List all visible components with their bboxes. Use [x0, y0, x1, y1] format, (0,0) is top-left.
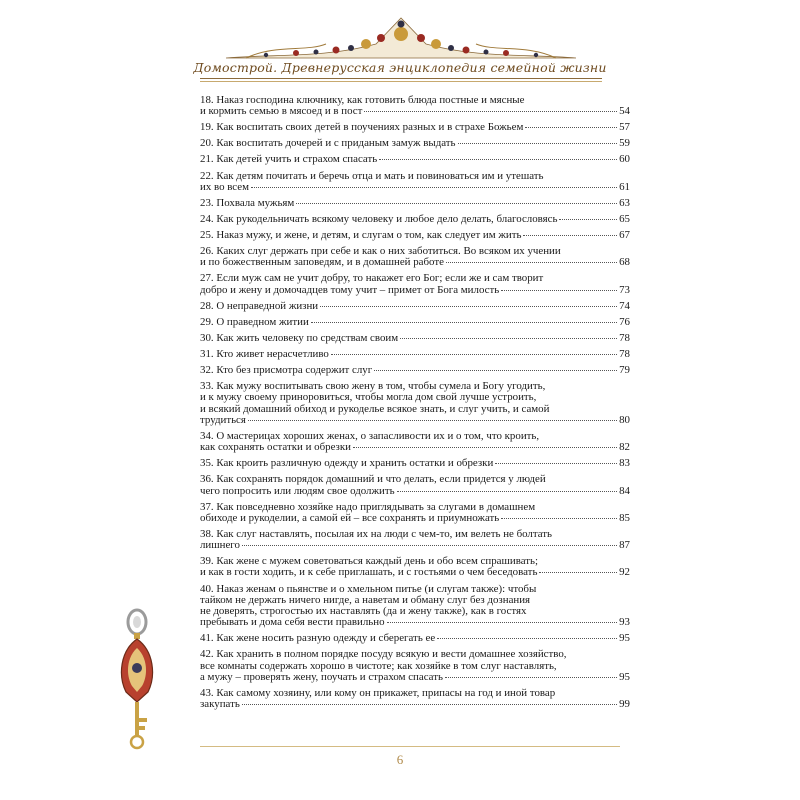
- toc-entry-text-line: 20. Как воспитать дочерей и с приданым замуж выдать: [200, 137, 456, 150]
- toc-entry: [200, 365, 630, 376]
- toc-entry-text-line: 27. Если муж сам не учит добру, то накажет его Бог; если же и сам творит: [200, 272, 544, 285]
- toc-entry-text-line: а мужу – проверять жену, поучать и страхом спасать: [200, 670, 443, 683]
- toc-page-number: 83: [619, 457, 630, 470]
- toc-entry-text-line: 19. Как воспитать своих детей в поучениях разных и в страхе Божьем: [200, 121, 524, 134]
- toc-entry-text-line: лишнего: [200, 539, 240, 552]
- header-divider-secondary: [200, 81, 602, 82]
- toc-entry-text-line: как сохранять остатки и обрезки: [200, 441, 351, 454]
- toc-entry-last-line: [200, 214, 630, 225]
- toc-entry-last-line: [200, 106, 630, 117]
- toc-entry-last-line: [200, 458, 630, 469]
- toc-entry: [200, 633, 630, 644]
- dot-leader: [539, 572, 617, 573]
- dot-leader: [458, 143, 618, 144]
- header-divider: [200, 78, 602, 79]
- dot-leader: [251, 187, 617, 188]
- toc-entry-text-line: и по божественным заповедям, и в домашней работе: [200, 256, 444, 269]
- toc-entry-last-line: [200, 415, 630, 426]
- toc-entry-last-line: [200, 182, 630, 193]
- toc-entry-last-line: [200, 672, 630, 683]
- dot-leader: [387, 622, 618, 623]
- toc-entry-text-line: 31. Кто живет нерасчетливо: [200, 348, 329, 361]
- toc-entry-text-line: все комнаты содержать хорошо в чистоте; как хозяйке в том слуг наставлять,: [200, 659, 557, 672]
- toc-entry: [200, 214, 630, 225]
- dot-leader: [353, 447, 617, 448]
- dot-leader: [248, 420, 617, 421]
- toc-entry-text-line: и как в гости ходить, и к себе приглашать, и с гостьями о чем беседовать: [200, 566, 538, 579]
- toc-entry: [200, 301, 630, 312]
- toc-entry: [200, 246, 630, 268]
- dot-leader: [523, 235, 617, 236]
- dot-leader: [525, 127, 617, 128]
- toc-page-number: 95: [619, 670, 630, 683]
- toc-page-number: 54: [619, 105, 630, 118]
- toc-entry: [200, 171, 630, 193]
- toc-entry-text-line: обиходе и рукоделии, а самой ей – все сохранять и приумножать: [200, 511, 500, 524]
- toc-entry: [200, 556, 630, 578]
- toc-entry-last-line: [200, 699, 630, 710]
- toc-entry: [200, 333, 630, 344]
- toc-entry-text-line: добро и жену и домочадцев тому учит – примет от Бога милость: [200, 283, 500, 296]
- toc-page-number: 67: [619, 229, 630, 242]
- toc-entry-last-line: [200, 540, 630, 551]
- toc-entry-text-line: 43. Как самому хозяину, или кому он прикажет, припасы на год и иной товар: [200, 686, 556, 699]
- toc-page-number: 92: [619, 566, 630, 579]
- dot-leader: [379, 159, 617, 160]
- toc-entry: [200, 474, 630, 496]
- toc-page-number: 93: [619, 616, 630, 629]
- toc-entry-text-line: 25. Наказ мужу, и жене, и детям, и слугам о том, как следует им жить: [200, 229, 522, 242]
- toc-entry-last-line: [200, 633, 630, 644]
- toc-entry-last-line: [200, 301, 630, 312]
- toc-page-number: 73: [619, 283, 630, 296]
- toc-entry-text-line: 33. Как мужу воспитывать свою жену в том, чтобы сумела и Богу угодить,: [200, 380, 546, 393]
- toc-entry-text-line: чего попросить или людям свое одолжить: [200, 484, 395, 497]
- toc-entry-text-line: 30. Как жить человеку по средствам своим: [200, 331, 399, 344]
- toc-entry: [200, 584, 630, 629]
- dot-leader: [400, 338, 617, 339]
- toc-entry-text-line: 24. Как рукодельничать всякому человеку и любое дело делать, благословясь: [200, 212, 558, 225]
- toc-entry: [200, 381, 630, 426]
- toc-entry-last-line: [200, 230, 630, 241]
- toc-entry-text-line: 38. Как слуг наставлять, посылая их на люди с чем-то, им велеть не болтать: [200, 527, 553, 540]
- dot-leader: [320, 306, 617, 307]
- toc-entry: [200, 649, 630, 683]
- toc-entry-text-line: тайком не держать ничего нигде, а наветам и обману слуг без дознания: [200, 593, 531, 606]
- toc-entry-text-line: 22. Как детям почитать и беречь отца и мать и повиноваться им и утешать: [200, 169, 544, 182]
- dot-leader: [501, 290, 617, 291]
- toc-entry-last-line: [200, 513, 630, 524]
- toc-entry: [200, 230, 630, 241]
- toc-entry: [200, 688, 630, 710]
- toc-entry-last-line: [200, 122, 630, 133]
- toc-entry-text-line: 42. Как хранить в полном порядке посуду всякую и вести домашнее хозяйство,: [200, 648, 567, 661]
- toc-entry-text-line: 40. Наказ женам о пьянстве и о хмельном питье (и слугам также): чтобы: [200, 582, 537, 595]
- toc-entry-text-line: 37. Как повседневно хозяйке надо приглядывать за слугами в домашнем: [200, 500, 536, 513]
- toc-entry-last-line: [200, 567, 630, 578]
- toc-entry-last-line: [200, 198, 630, 209]
- toc-entry-text-line: 18. Наказ господина ключнику, как готовить блюда постные и мясные: [200, 94, 525, 106]
- toc-entry: [200, 317, 630, 328]
- toc-page-number: 99: [619, 698, 630, 710]
- toc-page-number: 59: [619, 137, 630, 150]
- toc-entry-text-line: 34. О мастерицах хороших женах, о запасливости их и о том, что кроить,: [200, 429, 540, 442]
- toc-entry-text-line: 41. Как жене носить разную одежду и сберегать ее: [200, 632, 436, 645]
- toc-entry-last-line: [200, 285, 630, 296]
- toc-page-number: 74: [619, 299, 630, 312]
- toc-entry-last-line: [200, 317, 630, 328]
- footer-divider: [200, 746, 620, 747]
- dot-leader: [437, 638, 617, 639]
- dot-leader: [445, 677, 617, 678]
- toc-entry-text-line: и кормить семью в мясоед и в пост: [200, 105, 363, 118]
- dot-leader: [311, 322, 617, 323]
- toc-entry: [200, 431, 630, 453]
- dot-leader: [374, 370, 617, 371]
- toc-entry-text-line: не доверять, строгостью их наставлять (да и жену также), как в гостях: [200, 604, 527, 617]
- toc-entry-text-line: их во всем: [200, 180, 250, 193]
- toc-page-number: 80: [619, 413, 630, 426]
- toc-entry-text-line: и всякий домашний обиход и рукоделье всякое знать, и слуг учить, и самой: [200, 402, 550, 415]
- toc-entry: [200, 529, 630, 551]
- toc-entry-last-line: [200, 365, 630, 376]
- toc-page-number: 57: [619, 121, 630, 134]
- toc-entry-text-line: 35. Как кроить различную одежду и хранить остатки и обрезки: [200, 457, 494, 470]
- dot-leader: [501, 518, 617, 519]
- toc-page-number: 76: [619, 315, 630, 328]
- toc-entry-text-line: трудиться: [200, 413, 246, 426]
- toc-entry-last-line: [200, 617, 630, 628]
- dot-leader: [397, 491, 618, 492]
- toc-page-number: 68: [619, 256, 630, 269]
- toc-page-number: 65: [619, 212, 630, 225]
- running-header-title: Домострой. Древнерусская энциклопедия семейной жизни: [193, 60, 607, 75]
- toc-page-number: 95: [619, 632, 630, 645]
- toc-entry-last-line: [200, 486, 630, 497]
- header-ornament-icon: [216, 14, 586, 60]
- dot-leader: [364, 111, 617, 112]
- toc-entry-last-line: [200, 138, 630, 149]
- toc-entry: [200, 198, 630, 209]
- toc-entry-last-line: [200, 442, 630, 453]
- toc-page-number: 82: [619, 441, 630, 454]
- toc-page-number: 87: [619, 539, 630, 552]
- toc-page-number: 79: [619, 364, 630, 377]
- toc-entry-last-line: [200, 257, 630, 268]
- toc-page-number: 78: [619, 348, 630, 361]
- dot-leader: [446, 262, 617, 263]
- toc-entry-text-line: 23. Похвала мужьям: [200, 196, 295, 209]
- toc-entry-text-line: 32. Кто без присмотра содержит слуг: [200, 364, 373, 377]
- toc-entry-text-line: пребывать и дома себя вести правильно: [200, 616, 385, 629]
- toc-entry: [200, 273, 630, 295]
- toc-entry-text-line: 36. Как сохранять порядок домашний и что делать, если придется у людей: [200, 473, 546, 486]
- toc-entry: [200, 95, 630, 117]
- dot-leader: [242, 545, 617, 546]
- dot-leader: [559, 219, 617, 220]
- ornamental-key-icon: [112, 606, 162, 756]
- toc-entry: [200, 122, 630, 133]
- toc-page-number: 84: [619, 484, 630, 497]
- toc-page-number: 63: [619, 196, 630, 209]
- toc-entry: [200, 458, 630, 469]
- table-of-contents: [200, 95, 630, 715]
- toc-entry-text-line: 26. Каких слуг держать при себе и как о них заботиться. Во всяком их учении: [200, 245, 561, 258]
- toc-entry-text-line: 39. Как жене с мужем советоваться каждый день и обо всем спрашивать;: [200, 555, 539, 568]
- toc-entry-text-line: закупать: [200, 698, 240, 710]
- toc-entry-last-line: [200, 333, 630, 344]
- toc-entry: [200, 138, 630, 149]
- toc-entry-text-line: и к мужу своему приноровиться, чтобы могла дом свой лучше устроить,: [200, 391, 537, 404]
- toc-entry: [200, 154, 630, 165]
- toc-entry: [200, 349, 630, 360]
- toc-entry: [200, 502, 630, 524]
- dot-leader: [495, 463, 617, 464]
- dot-leader: [296, 203, 617, 204]
- toc-entry-text-line: 21. Как детей учить и страхом спасать: [200, 153, 378, 166]
- toc-page-number: 85: [619, 511, 630, 524]
- dot-leader: [331, 354, 617, 355]
- toc-page-number: 78: [619, 331, 630, 344]
- dot-leader: [242, 704, 617, 705]
- toc-entry-text-line: 28. О неправедной жизни: [200, 299, 319, 312]
- toc-page-number: 60: [619, 153, 630, 166]
- toc-entry-last-line: [200, 349, 630, 360]
- toc-entry-text-line: 29. О праведном житии: [200, 315, 309, 328]
- toc-page-number: 61: [619, 180, 630, 193]
- toc-entry-last-line: [200, 154, 630, 165]
- page-number: 6: [396, 752, 404, 767]
